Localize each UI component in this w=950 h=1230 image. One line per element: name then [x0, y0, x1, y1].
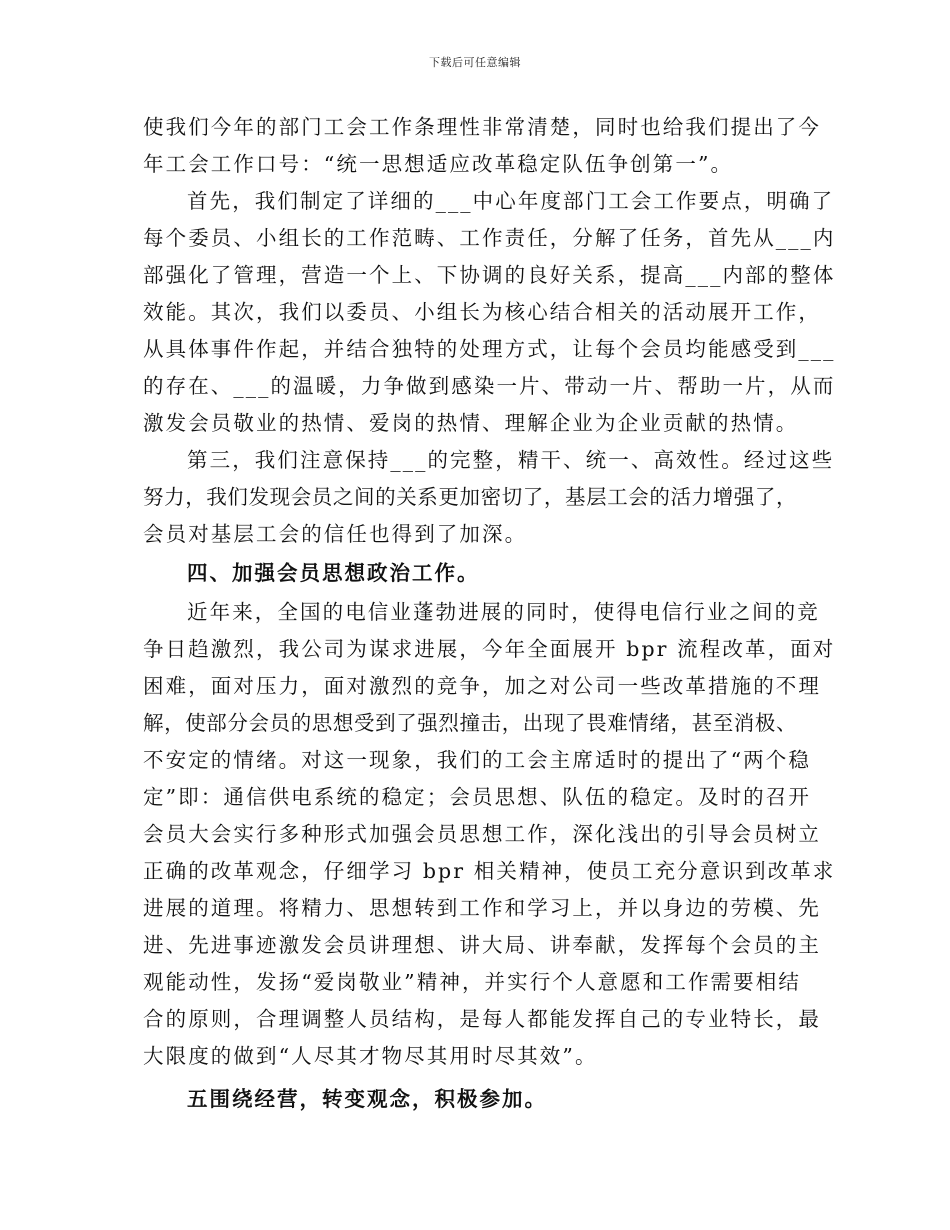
text-line: 激发会员敬业的热情、爱岗的热情、理解企业为企业贡献的热情。 — [143, 411, 799, 435]
text-line: 困难，面对压力，面对激烈的竞争，加之对公司一些改革措施的不理 — [143, 674, 821, 698]
text-line: 进、先进事迹激发会员讲理想、讲大局、讲奉献，发挥每个会员的主 — [143, 933, 821, 957]
text-line: 的存在、___的温暖，力争做到感染一片、带动一片、帮助一片，从而 — [143, 374, 836, 398]
text-line: 会员对基层工会的信任也得到了加深。 — [143, 522, 528, 546]
text-line: 从具体事件作起，并结合独特的处理方式，让每个会员均能感受到___ — [143, 337, 836, 361]
text-line: 第三，我们注意保持___的完整，精干、统一、高效性。经过这些 — [187, 448, 835, 472]
section-heading: 五围绕经营，转变观念，积极参加。 — [187, 1087, 547, 1111]
text-line: 部强化了管理，营造一个上、下协调的良好关系，提高___内部的整体 — [143, 263, 836, 287]
text-line: 解，使部分会员的思想受到了强烈撞击，出现了畏难情绪，甚至消极、 — [143, 711, 798, 735]
page-header: 下载后可任意编辑 — [429, 56, 521, 69]
text-line: 会员大会实行多种形式加强会员思想工作，深化浅出的引导会员树立 — [143, 822, 821, 846]
text-line: 努力，我们发现会员之间的关系更加密切了，基层工会的活力增强了， — [143, 485, 798, 509]
text-line: 争日趋激烈，我公司为谋求进展，今年全面展开 bpr 流程改革，面对 — [143, 637, 836, 661]
text-line: 进展的道理。将精力、思想转到工作和学习上，并以身边的劳模、先 — [143, 896, 821, 920]
section-heading: 四、加强会员思想政治工作。 — [187, 561, 480, 585]
text-line: 正确的改革观念，仔细学习 bpr 相关精神，使员工充分意识到改革求 — [143, 859, 836, 883]
text-line: 效能。其次，我们以委员、小组长为核心结合相关的活动展开工作， — [143, 300, 821, 324]
text-line: 大限度的做到“人尽其才物尽其用时尽其效”。 — [143, 1044, 598, 1068]
text-line: 每个委员、小组长的工作范畴、工作责任，分解了任务，首先从___内 — [143, 226, 836, 250]
text-line: 合的原则，合理调整人员结构，是每人都能发挥自己的专业特长，最 — [143, 1007, 821, 1031]
text-line: 近年来，全国的电信业蓬勃进展的同时，使得电信行业之间的竞 — [187, 600, 820, 624]
text-line: 首先，我们制定了详细的___中心年度部门工会工作要点，明确了 — [187, 189, 835, 213]
text-line: 定”即：通信供电系统的稳定；会员思想、队伍的稳定。及时的召开 — [143, 785, 811, 809]
text-line: 不安定的情绪。对这一现象，我们的工会主席适时的提出了“两个稳 — [143, 748, 811, 772]
text-line: 观能动性，发扬“爱岗敬业”精神，并实行个人意愿和工作需要相结 — [143, 970, 801, 994]
body-text — [143, 109, 836, 1120]
text-line: 年工会工作口号：“统一思想适应改革稳定队伍争创第一”。 — [143, 152, 734, 176]
text-line: 使我们今年的部门工会工作条理性非常清楚，同时也给我们提出了今 — [143, 115, 821, 139]
